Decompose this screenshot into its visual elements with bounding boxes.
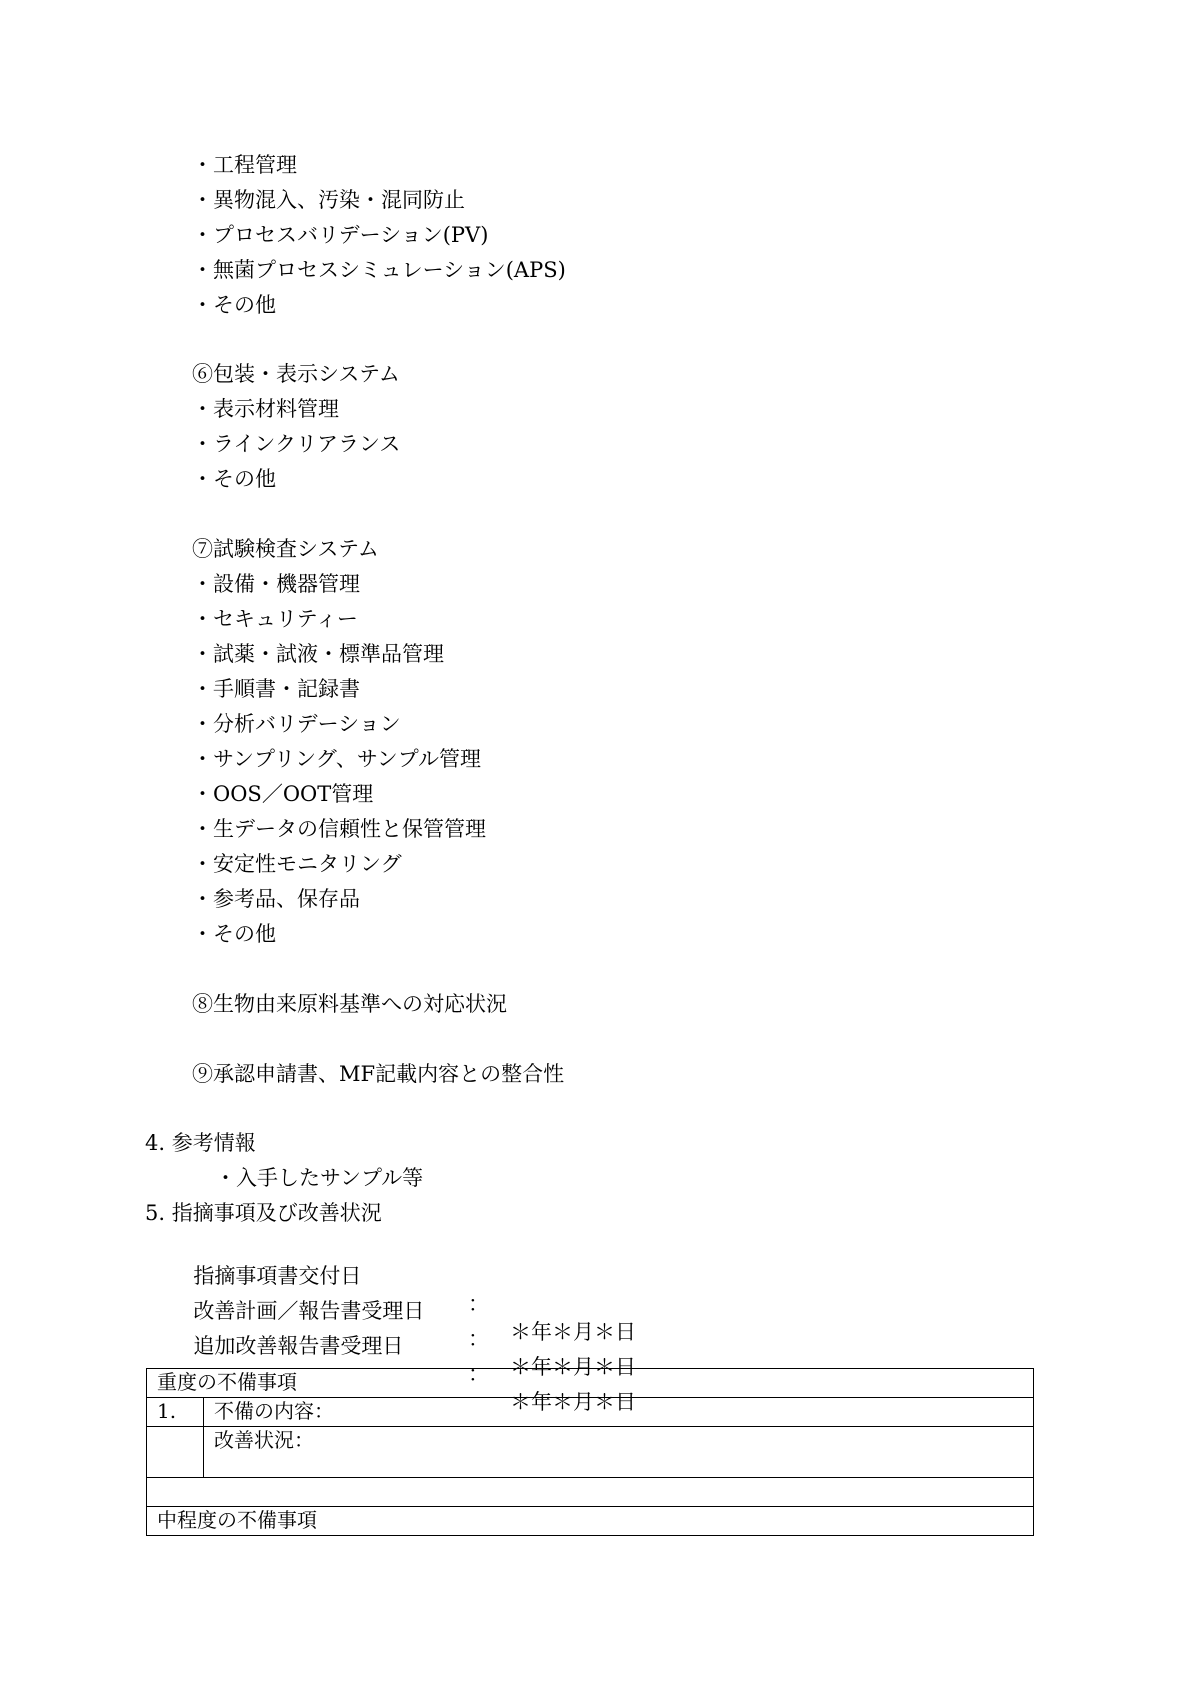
list-item: ・設備・機器管理 [192,572,360,596]
list-item: ・無菌プロセスシミュレーション(APS) [192,258,566,282]
critical-defects-header: 重度の不備事項 [147,1369,1034,1398]
colon: ： [468,1362,489,1386]
moderate-defects-header: 中程度の不備事項 [147,1507,1034,1536]
list-item: ・工程管理 [192,153,297,177]
list-item: ・入手したサンプル等 [215,1166,424,1190]
list-item: ・その他 [192,293,276,317]
list-item: ・試薬・試液・標準品管理 [192,642,444,666]
improvement-status-label: 改善状況： [204,1427,1034,1478]
list-item: ・プロセスバリデーション(PV) [192,223,489,247]
date-label: 改善計画／報告書受理日 [193,1299,425,1323]
colon: ： [468,1327,489,1351]
empty-row [147,1478,1034,1507]
date-label: 指摘事項書交付日 [193,1264,362,1288]
section-heading-packaging: ⑥包装・表示システム [192,362,400,386]
date-value: ＊年＊月＊日 [510,1390,636,1414]
list-item: ・OOS／OOT管理 [192,782,374,806]
date-value: ＊年＊月＊日 [510,1320,636,1344]
list-item: ・参考品、保存品 [192,887,360,911]
section-heading-biological: ⑧生物由来原料基準への対応状況 [192,992,507,1016]
list-item: ・安定性モニタリング [192,852,402,876]
row-number: 1. [147,1398,204,1427]
section-heading-consistency: ⑨承認申請書、MF記載内容との整合性 [192,1062,565,1086]
empty-cell [147,1427,204,1478]
colon: ： [468,1292,489,1316]
list-item: ・ラインクリアランス [192,432,401,456]
reference-heading: 4. 参考情報 [145,1131,256,1155]
list-item: ・異物混入、汚染・混同防止 [192,188,465,212]
section-heading-testing: ⑦試験検査システム [192,537,379,561]
findings-heading: 5. 指摘事項及び改善状況 [145,1201,382,1225]
list-item: ・表示材料管理 [192,397,339,421]
list-item: ・その他 [192,922,276,946]
list-item: ・生データの信頼性と保管管理 [192,817,486,841]
date-label: 追加改善報告書受理日 [193,1334,404,1358]
list-item: ・セキュリティー [192,607,358,631]
list-item: ・手順書・記録書 [192,677,360,701]
list-item: ・サンプリング、サンプル管理 [192,747,481,771]
list-item: ・分析バリデーション [192,712,401,736]
defect-content-label: 不備の内容： [204,1398,1034,1427]
list-item: ・その他 [192,467,276,491]
date-value: ＊年＊月＊日 [510,1355,636,1379]
defects-table [146,1368,1034,1536]
